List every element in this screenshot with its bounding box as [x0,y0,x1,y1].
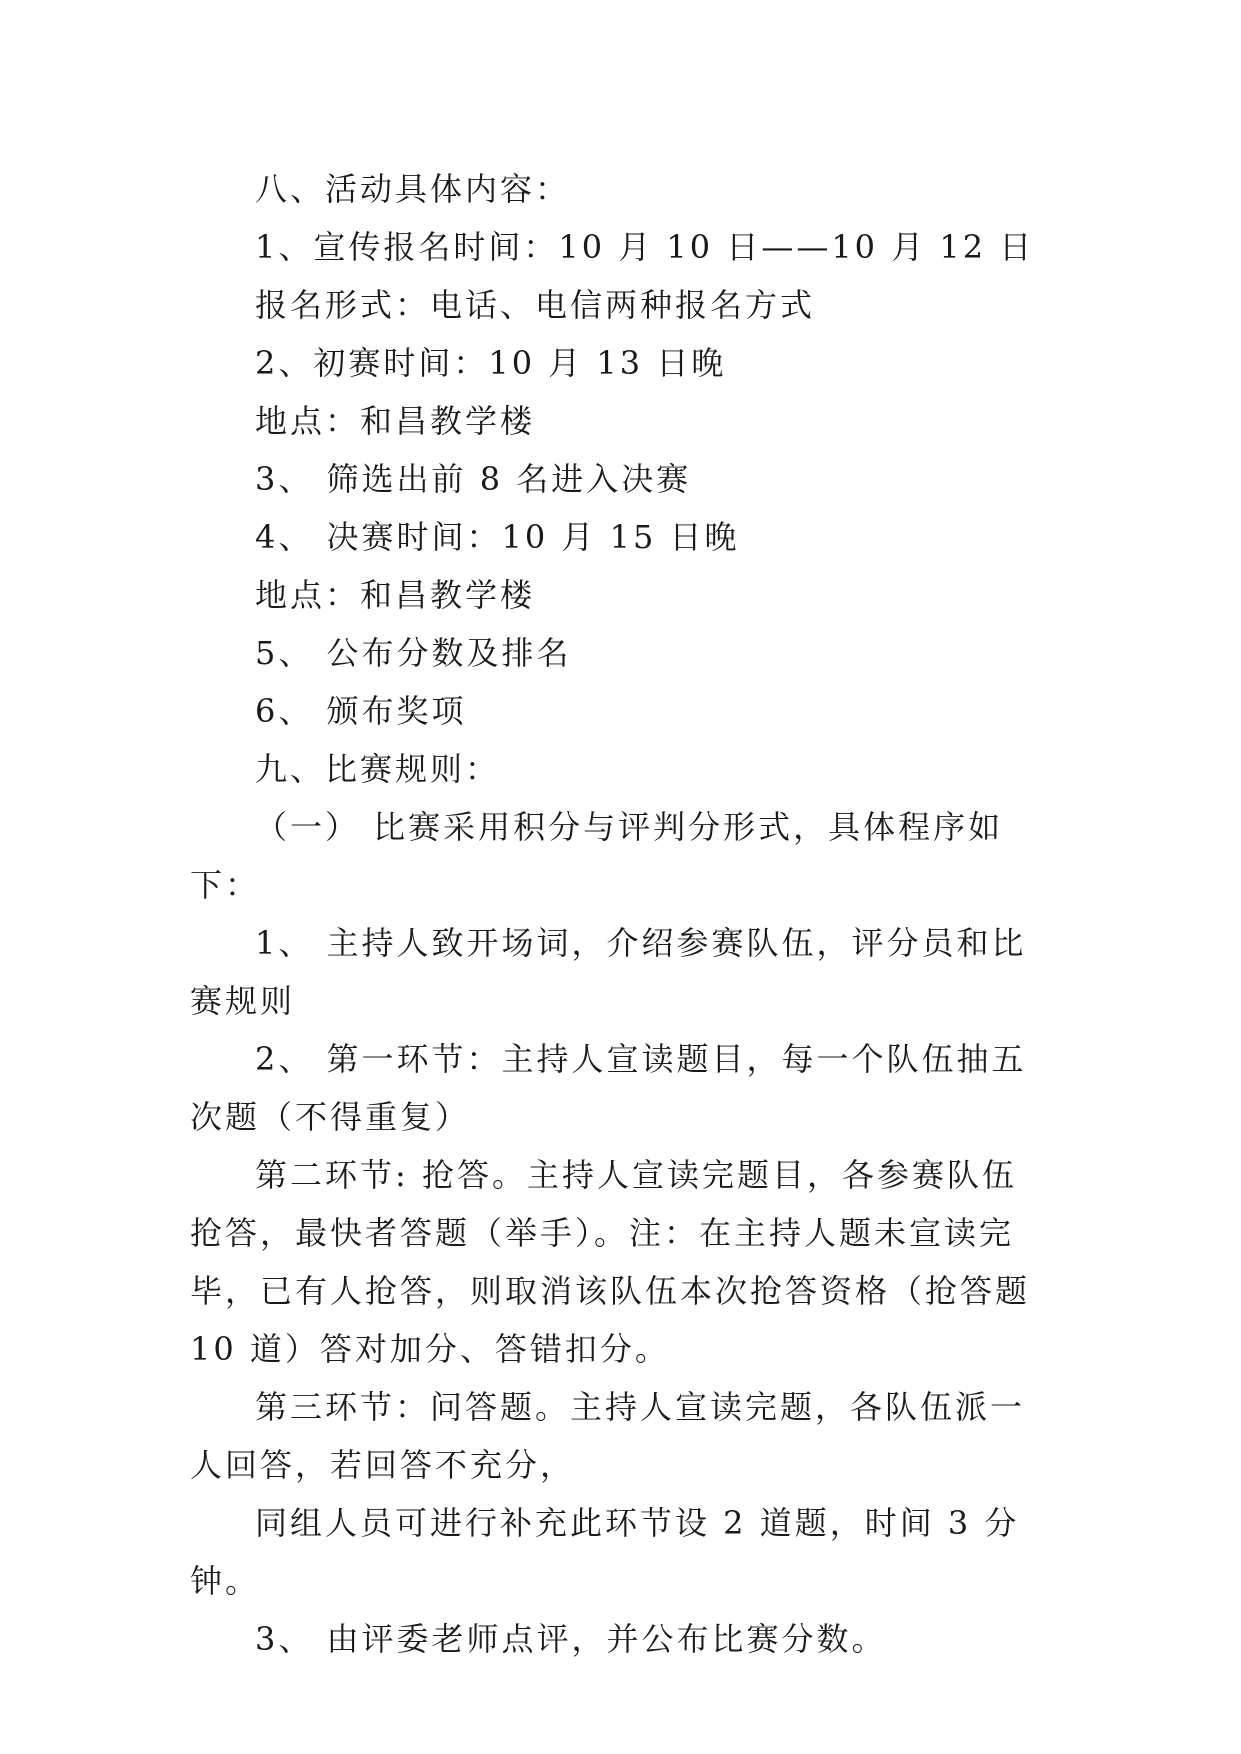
section-heading-rules: 九、比赛规则： [255,750,501,788]
top-eight-selection: 3、 筛选出前 8 名进入决赛 [255,460,692,498]
rules-intro: （一） 比赛采用积分与评判分形式，具体程序如下： [190,808,1004,904]
preliminary-time: 2、初赛时间：10 月 13 日晚 [255,344,727,382]
rule-round-3: 第三环节：问答题。主持人宣读完题，各队伍派一人回答，若回答不充分， [190,1388,1026,1484]
document-body [190,160,1050,1668]
award-ceremony: 6、 颁布奖项 [255,692,467,730]
rule-step-2: 2、 第一环节：主持人宣读题目，每一个队伍抽五次题（不得重复） [190,1040,1027,1136]
final-location: 地点：和昌教学楼 [255,576,536,614]
rule-step-3: 3、 由评委老师点评，并公布比赛分数。 [255,1620,887,1658]
rule-step-1: 1、 主持人致开场词，介绍参赛队伍，评分员和比赛规则 [190,924,1027,1020]
final-time: 4、 决赛时间：10 月 15 日晚 [255,518,740,556]
rule-round-2: 第二环节: 抢答。主持人宣读完题目，各参赛队伍抢答，最快者答题（举手）。注：在主持人题未宣读完毕，已有人抢答，则取消该队伍本次抢答资格（抢答题 10 道）答对加分、答错扣分。 [190,1156,1044,1368]
publish-scores: 5、 公布分数及排名 [255,634,572,672]
rule-round-3-supplement: 同组人员可进行补充此环节设 2 道题，时间 3 分钟。 [190,1504,1020,1600]
registration-time: 1、宣传报名时间：10 月 10 日——10 月 12 日 [255,228,1035,266]
preliminary-location: 地点：和昌教学楼 [255,402,536,440]
section-heading-activity: 八、活动具体内容： [255,170,571,208]
registration-method: 报名形式：电话、电信两种报名方式 [255,286,816,324]
